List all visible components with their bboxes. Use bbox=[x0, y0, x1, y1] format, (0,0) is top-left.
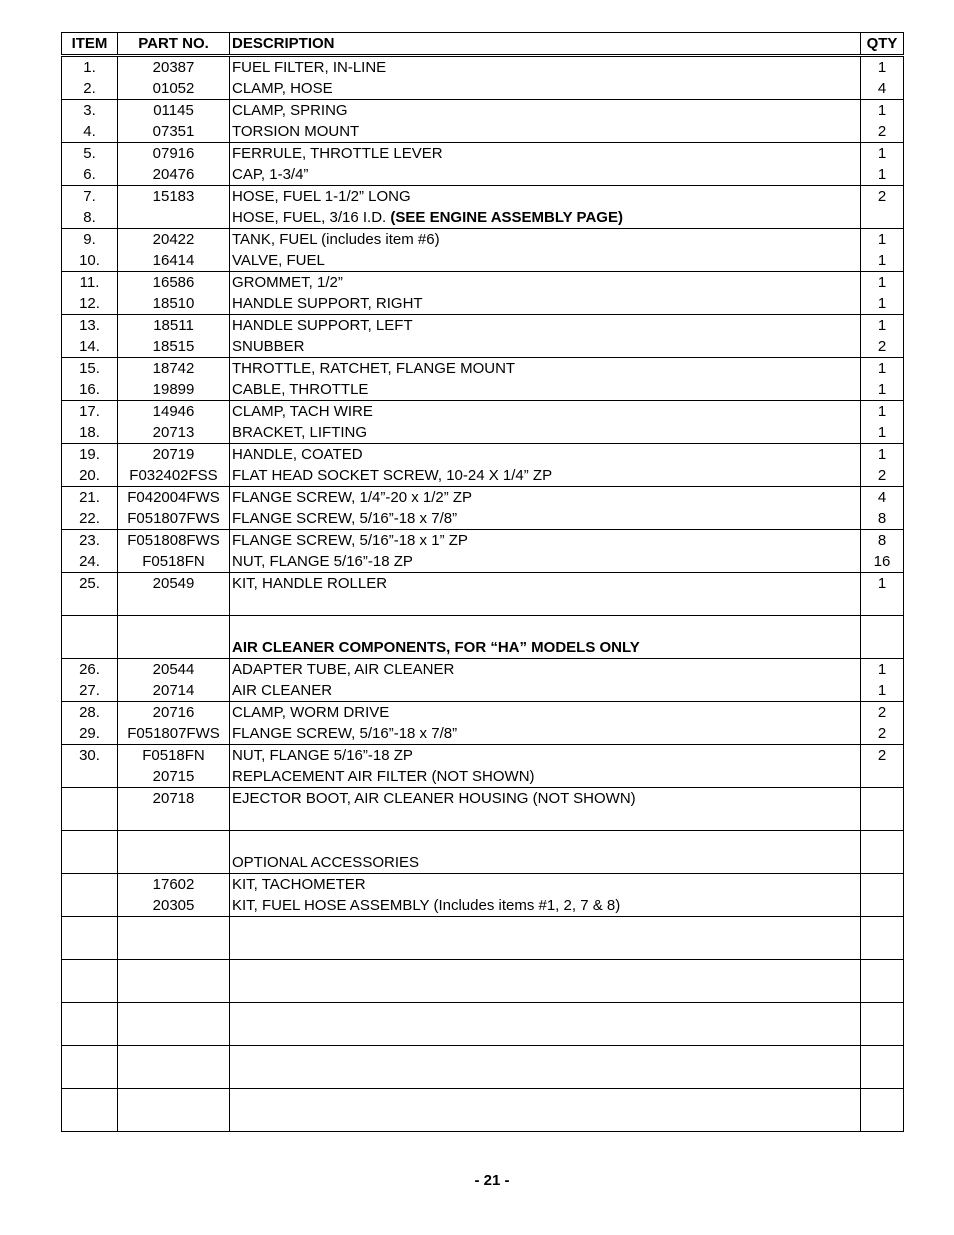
part-no-cell: 16414 bbox=[118, 250, 230, 272]
description-cell bbox=[230, 616, 861, 638]
item-cell: 17. bbox=[62, 401, 118, 423]
description-cell bbox=[230, 573, 861, 595]
part-no-cell bbox=[118, 1024, 230, 1046]
qty-cell bbox=[861, 1110, 904, 1132]
description-text: SNUBBER bbox=[232, 338, 305, 355]
description-bold-text: (SEE ENGINE ASSEMBLY PAGE) bbox=[390, 209, 623, 226]
description-text: BRACKET, LIFTING bbox=[232, 424, 368, 441]
description-text: HANDLE SUPPORT, RIGHT bbox=[232, 295, 423, 312]
description-cell bbox=[230, 1110, 861, 1132]
qty-cell: 1 bbox=[861, 164, 904, 186]
description-cell bbox=[230, 745, 861, 767]
table-row bbox=[62, 659, 904, 681]
description-cell bbox=[230, 315, 861, 337]
description-cell bbox=[230, 874, 861, 896]
description-text: NUT, FLANGE 5/16”-18 ZP bbox=[232, 747, 413, 764]
description-cell bbox=[230, 78, 861, 100]
table-row bbox=[62, 551, 904, 573]
item-cell bbox=[62, 895, 118, 917]
qty-cell: 1 bbox=[861, 401, 904, 423]
description-text: VALVE, FUEL bbox=[232, 252, 325, 269]
item-cell: 7. bbox=[62, 186, 118, 208]
item-cell: 3. bbox=[62, 100, 118, 122]
description-text: FLAT HEAD SOCKET SCREW, 10-24 X 1/4” ZP bbox=[232, 467, 553, 484]
table-row bbox=[62, 56, 904, 79]
item-cell: 24. bbox=[62, 551, 118, 573]
part-no-cell: 07351 bbox=[118, 121, 230, 143]
qty-cell: 2 bbox=[861, 336, 904, 358]
item-cell: 13. bbox=[62, 315, 118, 337]
table-row bbox=[62, 680, 904, 702]
description-cell bbox=[230, 1046, 861, 1068]
part-no-cell: 20716 bbox=[118, 702, 230, 724]
part-no-cell: 14946 bbox=[118, 401, 230, 423]
description-text: NUT, FLANGE 5/16”-18 ZP bbox=[232, 553, 413, 570]
table-row bbox=[62, 809, 904, 831]
part-no-cell: 18511 bbox=[118, 315, 230, 337]
item-cell bbox=[62, 960, 118, 982]
table-row bbox=[62, 745, 904, 767]
description-text: REPLACEMENT AIR FILTER (NOT SHOWN) bbox=[232, 768, 535, 785]
table-row bbox=[62, 1067, 904, 1089]
description-cell bbox=[230, 143, 861, 165]
description-cell bbox=[230, 293, 861, 315]
item-cell bbox=[62, 1024, 118, 1046]
item-cell: 30. bbox=[62, 745, 118, 767]
description-cell bbox=[230, 960, 861, 982]
table-row bbox=[62, 1110, 904, 1132]
table-row bbox=[62, 229, 904, 251]
part-no-cell bbox=[118, 960, 230, 982]
table-row bbox=[62, 401, 904, 423]
description-cell bbox=[230, 809, 861, 831]
description-bold-text: AIR CLEANER COMPONENTS, FOR “HA” MODELS ONLY bbox=[232, 639, 640, 656]
description-text: HOSE, FUEL 1-1/2” LONG bbox=[232, 188, 411, 205]
table-row bbox=[62, 315, 904, 337]
qty-cell: 2 bbox=[861, 121, 904, 143]
item-cell bbox=[62, 637, 118, 659]
qty-cell: 2 bbox=[861, 745, 904, 767]
parts-list-table bbox=[61, 32, 904, 1132]
description-cell bbox=[230, 229, 861, 251]
description-text: GROMMET, 1/2” bbox=[232, 274, 343, 291]
description-cell bbox=[230, 272, 861, 294]
part-no-cell bbox=[118, 637, 230, 659]
description-text: FUEL FILTER, IN-LINE bbox=[232, 59, 387, 76]
table-row bbox=[62, 831, 904, 853]
table-row bbox=[62, 143, 904, 165]
part-no-cell bbox=[118, 917, 230, 939]
qty-cell bbox=[861, 1046, 904, 1068]
qty-cell: 1 bbox=[861, 143, 904, 165]
description-cell bbox=[230, 56, 861, 79]
part-no-cell: 20387 bbox=[118, 56, 230, 79]
item-cell bbox=[62, 874, 118, 896]
description-text: KIT, FUEL HOSE ASSEMBLY (Includes items #1, 2, 7 & 8) bbox=[232, 897, 621, 914]
part-no-cell: 20549 bbox=[118, 573, 230, 595]
part-no-cell: 20713 bbox=[118, 422, 230, 444]
part-no-cell: 20718 bbox=[118, 788, 230, 810]
description-text: KIT, HANDLE ROLLER bbox=[232, 575, 388, 592]
part-no-cell: 18742 bbox=[118, 358, 230, 380]
table-row bbox=[62, 508, 904, 530]
item-cell: 26. bbox=[62, 659, 118, 681]
part-no-cell bbox=[118, 616, 230, 638]
table-row bbox=[62, 917, 904, 939]
item-cell: 18. bbox=[62, 422, 118, 444]
part-no-cell: 20719 bbox=[118, 444, 230, 466]
qty-cell: 2 bbox=[861, 702, 904, 724]
item-cell: 1. bbox=[62, 56, 118, 79]
qty-cell bbox=[861, 788, 904, 810]
description-cell bbox=[230, 250, 861, 272]
part-no-cell: 20476 bbox=[118, 164, 230, 186]
description-cell bbox=[230, 659, 861, 681]
qty-cell: 4 bbox=[861, 78, 904, 100]
description-cell bbox=[230, 121, 861, 143]
header-description: DESCRIPTION bbox=[230, 33, 861, 56]
table-row bbox=[62, 465, 904, 487]
qty-cell: 1 bbox=[861, 379, 904, 401]
description-cell bbox=[230, 1067, 861, 1089]
qty-cell: 2 bbox=[861, 465, 904, 487]
description-cell bbox=[230, 358, 861, 380]
part-no-cell: 01145 bbox=[118, 100, 230, 122]
qty-cell: 1 bbox=[861, 272, 904, 294]
qty-cell: 8 bbox=[861, 508, 904, 530]
description-text: EJECTOR BOOT, AIR CLEANER HOUSING (NOT SHOWN) bbox=[232, 790, 636, 807]
table-row bbox=[62, 78, 904, 100]
item-cell bbox=[62, 1089, 118, 1111]
description-cell bbox=[230, 1003, 861, 1025]
description-cell bbox=[230, 594, 861, 616]
qty-cell: 1 bbox=[861, 422, 904, 444]
part-no-cell bbox=[118, 981, 230, 1003]
qty-cell: 1 bbox=[861, 444, 904, 466]
part-no-cell: 16586 bbox=[118, 272, 230, 294]
table-row bbox=[62, 1024, 904, 1046]
item-cell: 16. bbox=[62, 379, 118, 401]
description-cell bbox=[230, 422, 861, 444]
description-cell bbox=[230, 895, 861, 917]
item-cell: 20. bbox=[62, 465, 118, 487]
item-cell bbox=[62, 788, 118, 810]
description-text: TANK, FUEL (includes item #6) bbox=[232, 231, 440, 248]
description-text: FLANGE SCREW, 5/16”-18 x 7/8” bbox=[232, 725, 458, 742]
description-text: CLAMP, WORM DRIVE bbox=[232, 704, 390, 721]
item-cell bbox=[62, 809, 118, 831]
description-cell bbox=[230, 723, 861, 745]
table-row bbox=[62, 766, 904, 788]
item-cell: 2. bbox=[62, 78, 118, 100]
part-no-cell bbox=[118, 852, 230, 874]
qty-cell bbox=[861, 917, 904, 939]
table-row bbox=[62, 723, 904, 745]
qty-cell bbox=[861, 938, 904, 960]
table-row bbox=[62, 379, 904, 401]
qty-cell: 4 bbox=[861, 487, 904, 509]
part-no-cell bbox=[118, 831, 230, 853]
part-no-cell bbox=[118, 594, 230, 616]
table-row bbox=[62, 250, 904, 272]
description-text: HANDLE SUPPORT, LEFT bbox=[232, 317, 413, 334]
table-row bbox=[62, 100, 904, 122]
description-text: HOSE, FUEL, 3/16 I.D. bbox=[232, 209, 391, 226]
qty-cell bbox=[861, 895, 904, 917]
description-cell bbox=[230, 788, 861, 810]
qty-cell bbox=[861, 207, 904, 229]
part-no-cell: 07916 bbox=[118, 143, 230, 165]
qty-cell: 1 bbox=[861, 573, 904, 595]
table-row bbox=[62, 530, 904, 552]
item-cell: 19. bbox=[62, 444, 118, 466]
table-row bbox=[62, 272, 904, 294]
description-text: FERRULE, THROTTLE LEVER bbox=[232, 145, 443, 162]
table-row bbox=[62, 960, 904, 982]
qty-cell: 1 bbox=[861, 250, 904, 272]
qty-cell: 1 bbox=[861, 315, 904, 337]
part-no-cell bbox=[118, 1046, 230, 1068]
part-no-cell bbox=[118, 809, 230, 831]
part-no-cell: F032402FSS bbox=[118, 465, 230, 487]
qty-cell bbox=[861, 1003, 904, 1025]
qty-cell bbox=[861, 594, 904, 616]
header-part-no: PART NO. bbox=[118, 33, 230, 56]
qty-cell bbox=[861, 637, 904, 659]
part-no-cell: F051808FWS bbox=[118, 530, 230, 552]
description-text: FLANGE SCREW, 5/16”-18 x 1” ZP bbox=[232, 532, 468, 549]
item-cell: 9. bbox=[62, 229, 118, 251]
qty-cell bbox=[861, 1067, 904, 1089]
part-no-cell bbox=[118, 938, 230, 960]
table-row bbox=[62, 444, 904, 466]
part-no-cell: 18510 bbox=[118, 293, 230, 315]
table-row bbox=[62, 336, 904, 358]
table-row bbox=[62, 637, 904, 659]
table-header-row bbox=[62, 33, 904, 56]
description-cell bbox=[230, 100, 861, 122]
table-row bbox=[62, 121, 904, 143]
table-row bbox=[62, 487, 904, 509]
description-cell bbox=[230, 401, 861, 423]
description-text: THROTTLE, RATCHET, FLANGE MOUNT bbox=[232, 360, 516, 377]
part-no-cell bbox=[118, 1089, 230, 1111]
item-cell bbox=[62, 831, 118, 853]
description-text: OPTIONAL ACCESSORIES bbox=[232, 854, 419, 871]
part-no-cell bbox=[118, 1110, 230, 1132]
item-cell bbox=[62, 594, 118, 616]
item-cell bbox=[62, 981, 118, 1003]
description-text: CLAMP, TACH WIRE bbox=[232, 403, 373, 420]
description-cell bbox=[230, 917, 861, 939]
item-cell: 8. bbox=[62, 207, 118, 229]
table-row bbox=[62, 358, 904, 380]
description-cell bbox=[230, 465, 861, 487]
item-cell bbox=[62, 1046, 118, 1068]
qty-cell: 1 bbox=[861, 100, 904, 122]
qty-cell bbox=[861, 831, 904, 853]
description-cell bbox=[230, 164, 861, 186]
item-cell: 29. bbox=[62, 723, 118, 745]
item-cell: 23. bbox=[62, 530, 118, 552]
item-cell: 25. bbox=[62, 573, 118, 595]
item-cell bbox=[62, 1003, 118, 1025]
item-cell: 15. bbox=[62, 358, 118, 380]
part-no-cell: 20715 bbox=[118, 766, 230, 788]
description-cell bbox=[230, 852, 861, 874]
item-cell bbox=[62, 917, 118, 939]
header-item: ITEM bbox=[62, 33, 118, 56]
item-cell: 12. bbox=[62, 293, 118, 315]
qty-cell bbox=[861, 809, 904, 831]
qty-cell bbox=[861, 616, 904, 638]
qty-cell: 1 bbox=[861, 293, 904, 315]
table-row bbox=[62, 895, 904, 917]
description-cell bbox=[230, 207, 861, 229]
table-row bbox=[62, 293, 904, 315]
item-cell: 10. bbox=[62, 250, 118, 272]
qty-cell bbox=[861, 981, 904, 1003]
description-text: KIT, TACHOMETER bbox=[232, 876, 366, 893]
item-cell bbox=[62, 616, 118, 638]
part-no-cell: 18515 bbox=[118, 336, 230, 358]
description-text: CLAMP, SPRING bbox=[232, 102, 348, 119]
description-text: HANDLE, COATED bbox=[232, 446, 363, 463]
qty-cell bbox=[861, 1024, 904, 1046]
item-cell: 5. bbox=[62, 143, 118, 165]
item-cell: 21. bbox=[62, 487, 118, 509]
qty-cell: 2 bbox=[861, 186, 904, 208]
description-text: TORSION MOUNT bbox=[232, 123, 360, 140]
qty-cell bbox=[861, 766, 904, 788]
item-cell bbox=[62, 852, 118, 874]
description-cell bbox=[230, 831, 861, 853]
description-cell bbox=[230, 530, 861, 552]
item-cell: 28. bbox=[62, 702, 118, 724]
item-cell: 14. bbox=[62, 336, 118, 358]
part-no-cell: 19899 bbox=[118, 379, 230, 401]
description-text: FLANGE SCREW, 5/16”-18 x 7/8” bbox=[232, 510, 458, 527]
description-cell bbox=[230, 680, 861, 702]
qty-cell: 1 bbox=[861, 659, 904, 681]
description-cell bbox=[230, 637, 861, 659]
description-cell bbox=[230, 1024, 861, 1046]
table-row bbox=[62, 874, 904, 896]
description-cell bbox=[230, 336, 861, 358]
description-text: ADAPTER TUBE, AIR CLEANER bbox=[232, 661, 455, 678]
table-row bbox=[62, 788, 904, 810]
description-text: CABLE, THROTTLE bbox=[232, 381, 369, 398]
description-text: CAP, 1-3/4” bbox=[232, 166, 309, 183]
description-cell bbox=[230, 508, 861, 530]
parts-table-body bbox=[62, 56, 904, 1132]
description-cell bbox=[230, 1089, 861, 1111]
part-no-cell: F051807FWS bbox=[118, 723, 230, 745]
part-no-cell bbox=[118, 1067, 230, 1089]
item-cell bbox=[62, 938, 118, 960]
qty-cell bbox=[861, 960, 904, 982]
page-number: - 21 - bbox=[474, 1172, 510, 1189]
item-cell: 4. bbox=[62, 121, 118, 143]
part-no-cell: F0518FN bbox=[118, 551, 230, 573]
description-cell bbox=[230, 702, 861, 724]
part-no-cell: 20714 bbox=[118, 680, 230, 702]
part-no-cell: 01052 bbox=[118, 78, 230, 100]
description-cell bbox=[230, 444, 861, 466]
table-row bbox=[62, 186, 904, 208]
item-cell: 27. bbox=[62, 680, 118, 702]
qty-cell: 2 bbox=[861, 723, 904, 745]
description-cell bbox=[230, 938, 861, 960]
part-no-cell: 17602 bbox=[118, 874, 230, 896]
description-cell bbox=[230, 186, 861, 208]
qty-cell bbox=[861, 874, 904, 896]
qty-cell: 1 bbox=[861, 358, 904, 380]
item-cell bbox=[62, 766, 118, 788]
description-text: CLAMP, HOSE bbox=[232, 80, 333, 97]
part-no-cell: F0518FN bbox=[118, 745, 230, 767]
description-cell bbox=[230, 766, 861, 788]
table-row bbox=[62, 1089, 904, 1111]
table-row bbox=[62, 207, 904, 229]
qty-cell: 16 bbox=[861, 551, 904, 573]
item-cell bbox=[62, 1067, 118, 1089]
part-no-cell: 20422 bbox=[118, 229, 230, 251]
description-cell bbox=[230, 551, 861, 573]
qty-cell: 1 bbox=[861, 229, 904, 251]
table-row bbox=[62, 852, 904, 874]
table-row bbox=[62, 422, 904, 444]
table-row bbox=[62, 616, 904, 638]
description-text: AIR CLEANER bbox=[232, 682, 333, 699]
table-row bbox=[62, 702, 904, 724]
table-row bbox=[62, 938, 904, 960]
part-no-cell: 20305 bbox=[118, 895, 230, 917]
qty-cell bbox=[861, 852, 904, 874]
qty-cell: 1 bbox=[861, 680, 904, 702]
part-no-cell: 20544 bbox=[118, 659, 230, 681]
part-no-cell: F042004FWS bbox=[118, 487, 230, 509]
qty-cell: 1 bbox=[861, 56, 904, 79]
part-no-cell: 15183 bbox=[118, 186, 230, 208]
description-cell bbox=[230, 379, 861, 401]
description-cell bbox=[230, 487, 861, 509]
header-qty: QTY bbox=[861, 33, 904, 56]
item-cell: 6. bbox=[62, 164, 118, 186]
description-cell bbox=[230, 981, 861, 1003]
table-row bbox=[62, 981, 904, 1003]
part-no-cell bbox=[118, 207, 230, 229]
qty-cell bbox=[861, 1089, 904, 1111]
table-row bbox=[62, 164, 904, 186]
item-cell: 22. bbox=[62, 508, 118, 530]
part-no-cell bbox=[118, 1003, 230, 1025]
description-text: FLANGE SCREW, 1/4”-20 x 1/2” ZP bbox=[232, 489, 473, 506]
item-cell: 11. bbox=[62, 272, 118, 294]
qty-cell: 8 bbox=[861, 530, 904, 552]
part-no-cell: F051807FWS bbox=[118, 508, 230, 530]
table-row bbox=[62, 573, 904, 595]
table-row bbox=[62, 594, 904, 616]
table-row bbox=[62, 1046, 904, 1068]
item-cell bbox=[62, 1110, 118, 1132]
table-row bbox=[62, 1003, 904, 1025]
